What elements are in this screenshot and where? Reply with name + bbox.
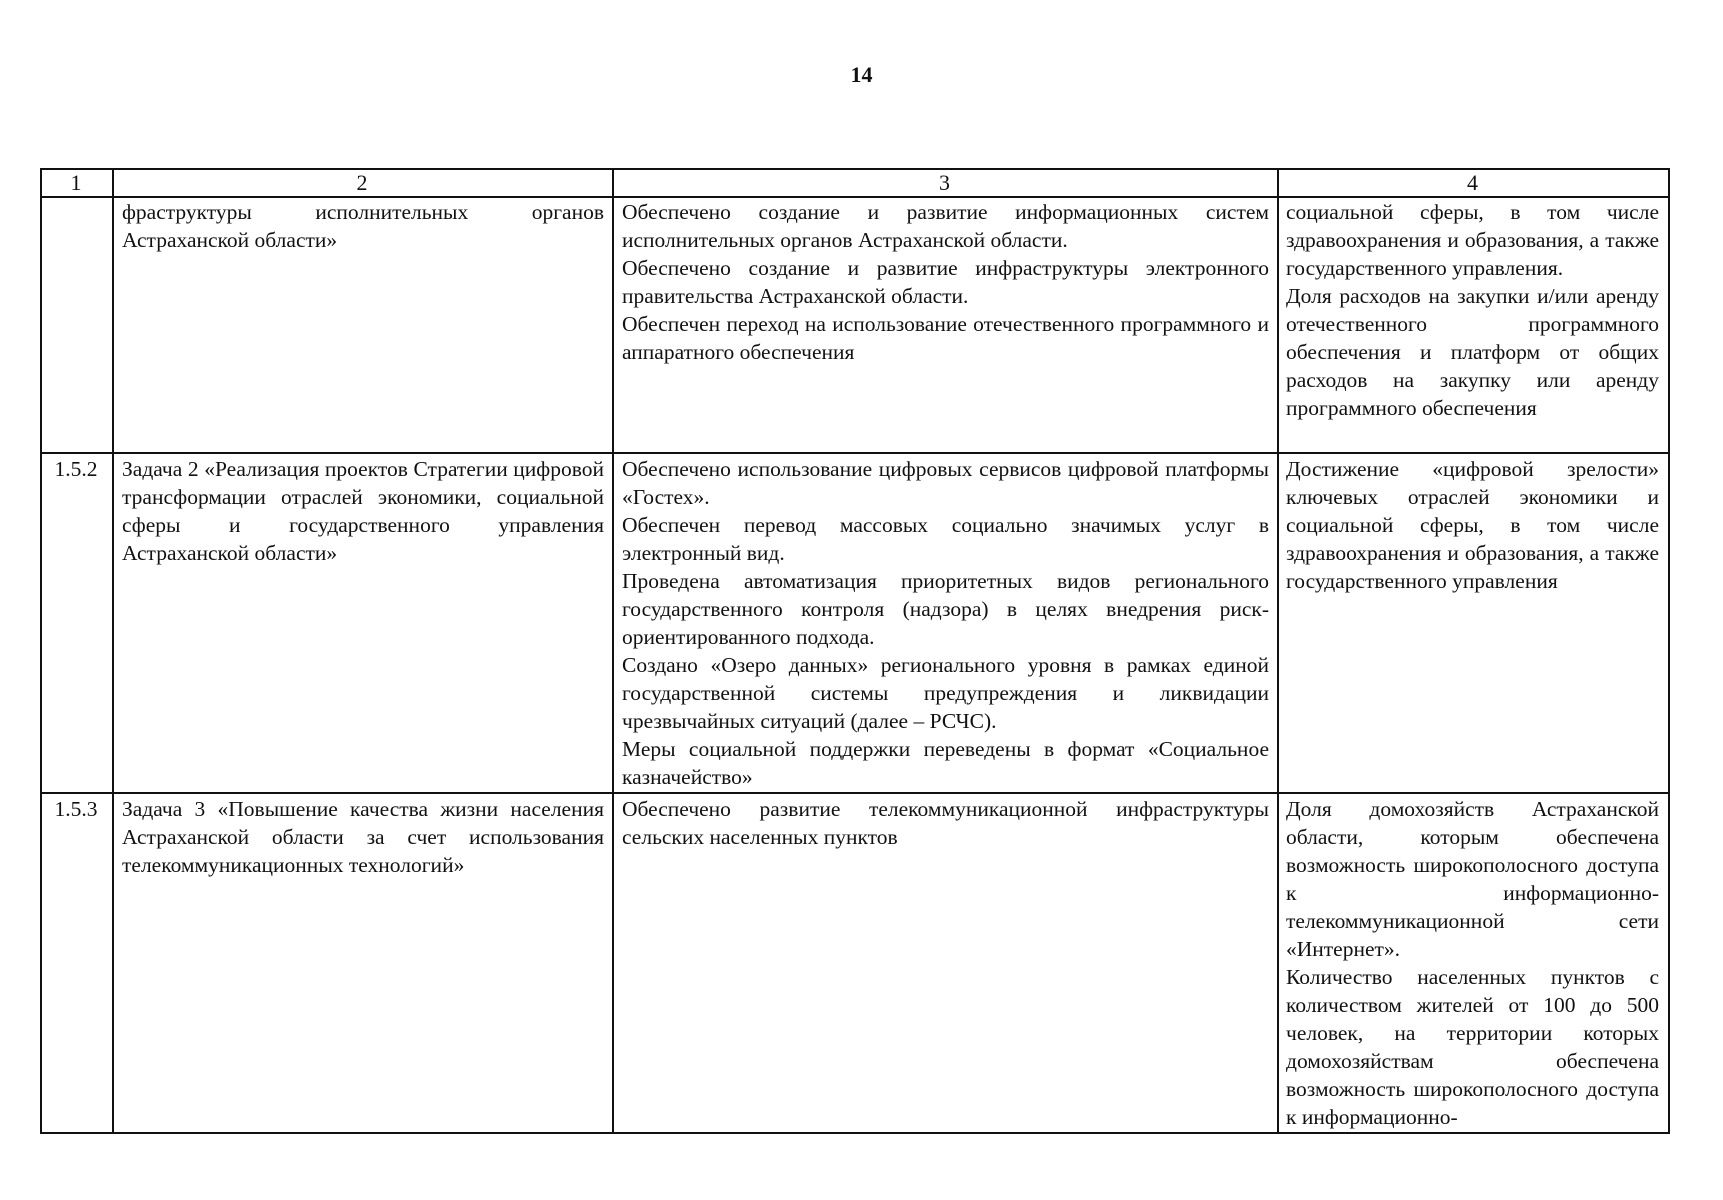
task-cell [122,455,604,567]
indicators-cell [1286,198,1659,422]
results-table [40,168,1670,1134]
column-header-2: 2 [356,170,368,195]
row-number: 1.5.2 [54,457,98,481]
result-text: Создано «Озеро данных» регионального уровня в рамках единой государственной системы предупреждения и ликвидации чрезвычайных ситуаций (далее – РСЧС). [622,653,1269,733]
row-number: 1.5.3 [54,797,98,821]
indicator-text: Достижение «цифровой зрелости» ключевых отраслей экономики и социальной сферы, в том числе здравоохранения и образования, а также государственного управления [1286,457,1659,593]
indicator-text: Доля домохозяйств Астраханской области, которым обеспечена возможность широкополосного доступа к информационно-телекоммуникационной сети «Интернет». [1286,797,1659,961]
results-cell [622,795,1269,851]
result-text: Проведена автоматизация приоритетных видов регионального государственного контроля (надзора) в целях внедрения риск-ориентированного подхода. [622,569,1269,649]
column-header-3: 3 [939,170,950,195]
result-text: Обеспечено развитие телекоммуникационной инфраструктуры сельских населенных пунктов [622,797,1269,849]
indicators-cell [1286,455,1659,595]
task-text: Задача 3 «Повышение качества жизни населения Астраханской области за счет использования телекоммуникационных технологий» [122,797,604,877]
result-text: Обеспечено использование цифровых сервисов цифровой платформы «Гостех». [622,457,1269,509]
result-text: Меры социальной поддержки переведены в формат «Социальное казначейство» [622,737,1269,789]
result-text: Обеспечен перевод массовых социально значимых услуг в электронный вид. [622,513,1269,565]
results-cell [622,198,1269,366]
task-cell [122,795,604,879]
indicators-cell [1286,795,1659,1131]
results-cell [622,455,1269,791]
result-text: Обеспечено создание и развитие инфраструктуры электронного правительства Астраханской области. [622,256,1269,308]
task-cell [122,198,604,254]
column-header-4: 4 [1467,170,1478,195]
result-text: Обеспечено создание и развитие информационных систем исполнительных органов Астраханской области. [622,200,1269,252]
page-number: 14 [850,62,873,87]
indicator-text: социальной сферы, в том числе здравоохранения и образования, а также государственного управления. [1286,200,1659,280]
column-header-1: 1 [70,170,82,195]
task-text: фраструктуры исполнительных органов Астраханской области» [122,200,604,252]
indicator-text: Количество населенных пунктов с количеством жителей от 100 до 500 человек, на территории которых домохозяйствам обеспечена возможность широкополосного доступа к информационно- [1286,965,1659,1129]
indicator-text: Доля расходов на закупки и/или аренду отечественного программного обеспечения и платформ от общих расходов на закупку или аренду программного обеспечения [1286,284,1659,420]
task-text: Задача 2 «Реализация проектов Стратегии цифровой трансформации отраслей экономики, социальной сферы и государственного управления Астраханской области» [122,457,604,565]
result-text: Обеспечен переход на использование отечественного программного и аппаратного обеспечения [622,312,1269,364]
